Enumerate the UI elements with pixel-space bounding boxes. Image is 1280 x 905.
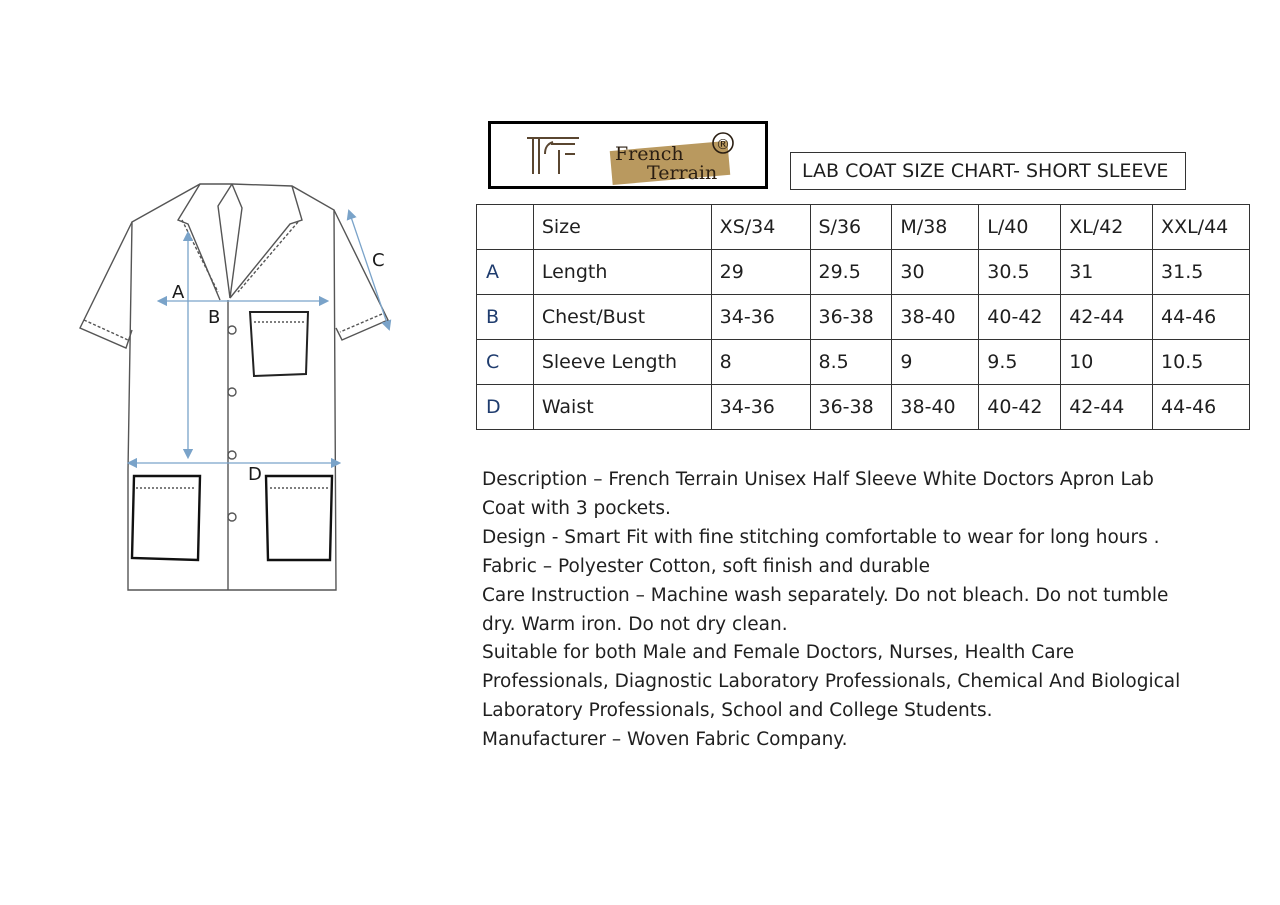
lab-coat-diagram [70, 170, 410, 620]
description-line: Suitable for both Male and Female Doctors, Nurses, Health Care [482, 642, 1075, 664]
size-value-cell: XXL/44 [1153, 205, 1250, 250]
size-value-cell: 36-38 [810, 295, 892, 340]
size-value-cell: 30.5 [979, 250, 1061, 295]
description-line: Care Instruction – Machine wash separately. Do not bleach. Do not tumble [482, 584, 1169, 606]
size-value-cell: 29.5 [810, 250, 892, 295]
table-row [477, 295, 1250, 340]
measure-name-cell: Waist [533, 385, 711, 430]
size-value-cell: M/38 [892, 205, 979, 250]
measure-label-b: B [208, 307, 221, 328]
size-value-cell: 44-46 [1153, 295, 1250, 340]
table-header-row [477, 205, 1250, 250]
size-value-cell: 8.5 [810, 340, 892, 385]
measure-name-cell: Size [533, 205, 711, 250]
description-line: Description – French Terrain Unisex Half Sleeve White Doctors Apron Lab [482, 469, 1154, 490]
size-value-cell: 38-40 [892, 295, 979, 340]
table-row [477, 340, 1250, 385]
size-value-cell: 10.5 [1153, 340, 1250, 385]
size-value-cell: 36-38 [810, 385, 892, 430]
size-value-cell: XL/42 [1061, 205, 1153, 250]
registered-mark: ® [716, 137, 730, 153]
size-value-cell: 42-44 [1061, 385, 1153, 430]
measure-name-cell: Chest/Bust [533, 295, 711, 340]
description-line: Laboratory Professionals, School and College Students. [482, 700, 993, 722]
size-chart-table [476, 204, 1250, 430]
monogram-text: TF [528, 186, 530, 187]
size-chart-title: LAB COAT SIZE CHART- SHORT SLEEVE [790, 152, 1186, 190]
size-value-cell: XS/34 [711, 205, 810, 250]
description-line: dry. Warm iron. Do not dry clean. [482, 613, 788, 635]
measure-label-a: A [172, 282, 185, 303]
lab-coat-illustration [70, 170, 410, 620]
measure-label-d: D [248, 464, 262, 485]
size-value-cell: 44-46 [1153, 385, 1250, 430]
size-value-cell: 40-42 [979, 295, 1061, 340]
description-line: Coat with 3 pockets. [482, 497, 671, 519]
table-row [477, 385, 1250, 430]
size-value-cell: 30 [892, 250, 979, 295]
measure-label-c: C [372, 250, 385, 271]
measure-name-cell: Sleeve Length [533, 340, 711, 385]
description-line: Fabric – Polyester Cotton, soft finish and durable [482, 555, 930, 577]
size-value-cell: L/40 [979, 205, 1061, 250]
size-value-cell: 34-36 [711, 385, 810, 430]
size-value-cell: 42-44 [1061, 295, 1153, 340]
size-value-cell: 31 [1061, 250, 1153, 295]
brand-name-line1: French [615, 143, 684, 165]
size-value-cell: 9.5 [979, 340, 1061, 385]
size-value-cell: S/36 [810, 205, 892, 250]
brand-logo [488, 121, 768, 189]
measure-code-cell: B [477, 295, 534, 340]
description-line: Design - Smart Fit with fine stitching comfortable to wear for long hours . [482, 526, 1160, 548]
size-value-cell: 38-40 [892, 385, 979, 430]
description-line: Manufacturer – Woven Fabric Company. [482, 729, 848, 751]
size-value-cell: 29 [711, 250, 810, 295]
size-value-cell: 40-42 [979, 385, 1061, 430]
brand-name-line2: Terrain [647, 162, 718, 184]
measure-code-cell: A [477, 250, 534, 295]
size-value-cell: 9 [892, 340, 979, 385]
size-value-cell: 8 [711, 340, 810, 385]
measure-code-cell: D [477, 385, 534, 430]
size-value-cell: 31.5 [1153, 250, 1250, 295]
brand-logo-graphic [491, 124, 765, 186]
product-description [482, 466, 1232, 755]
size-value-cell: 34-36 [711, 295, 810, 340]
measure-code-cell [477, 205, 534, 250]
measure-code-cell: C [477, 340, 534, 385]
size-value-cell: 10 [1061, 340, 1153, 385]
measure-name-cell: Length [533, 250, 711, 295]
description-line: Professionals, Diagnostic Laboratory Professionals, Chemical And Biological [482, 671, 1181, 693]
monogram-f-icon [551, 138, 579, 174]
table-row [477, 250, 1250, 295]
